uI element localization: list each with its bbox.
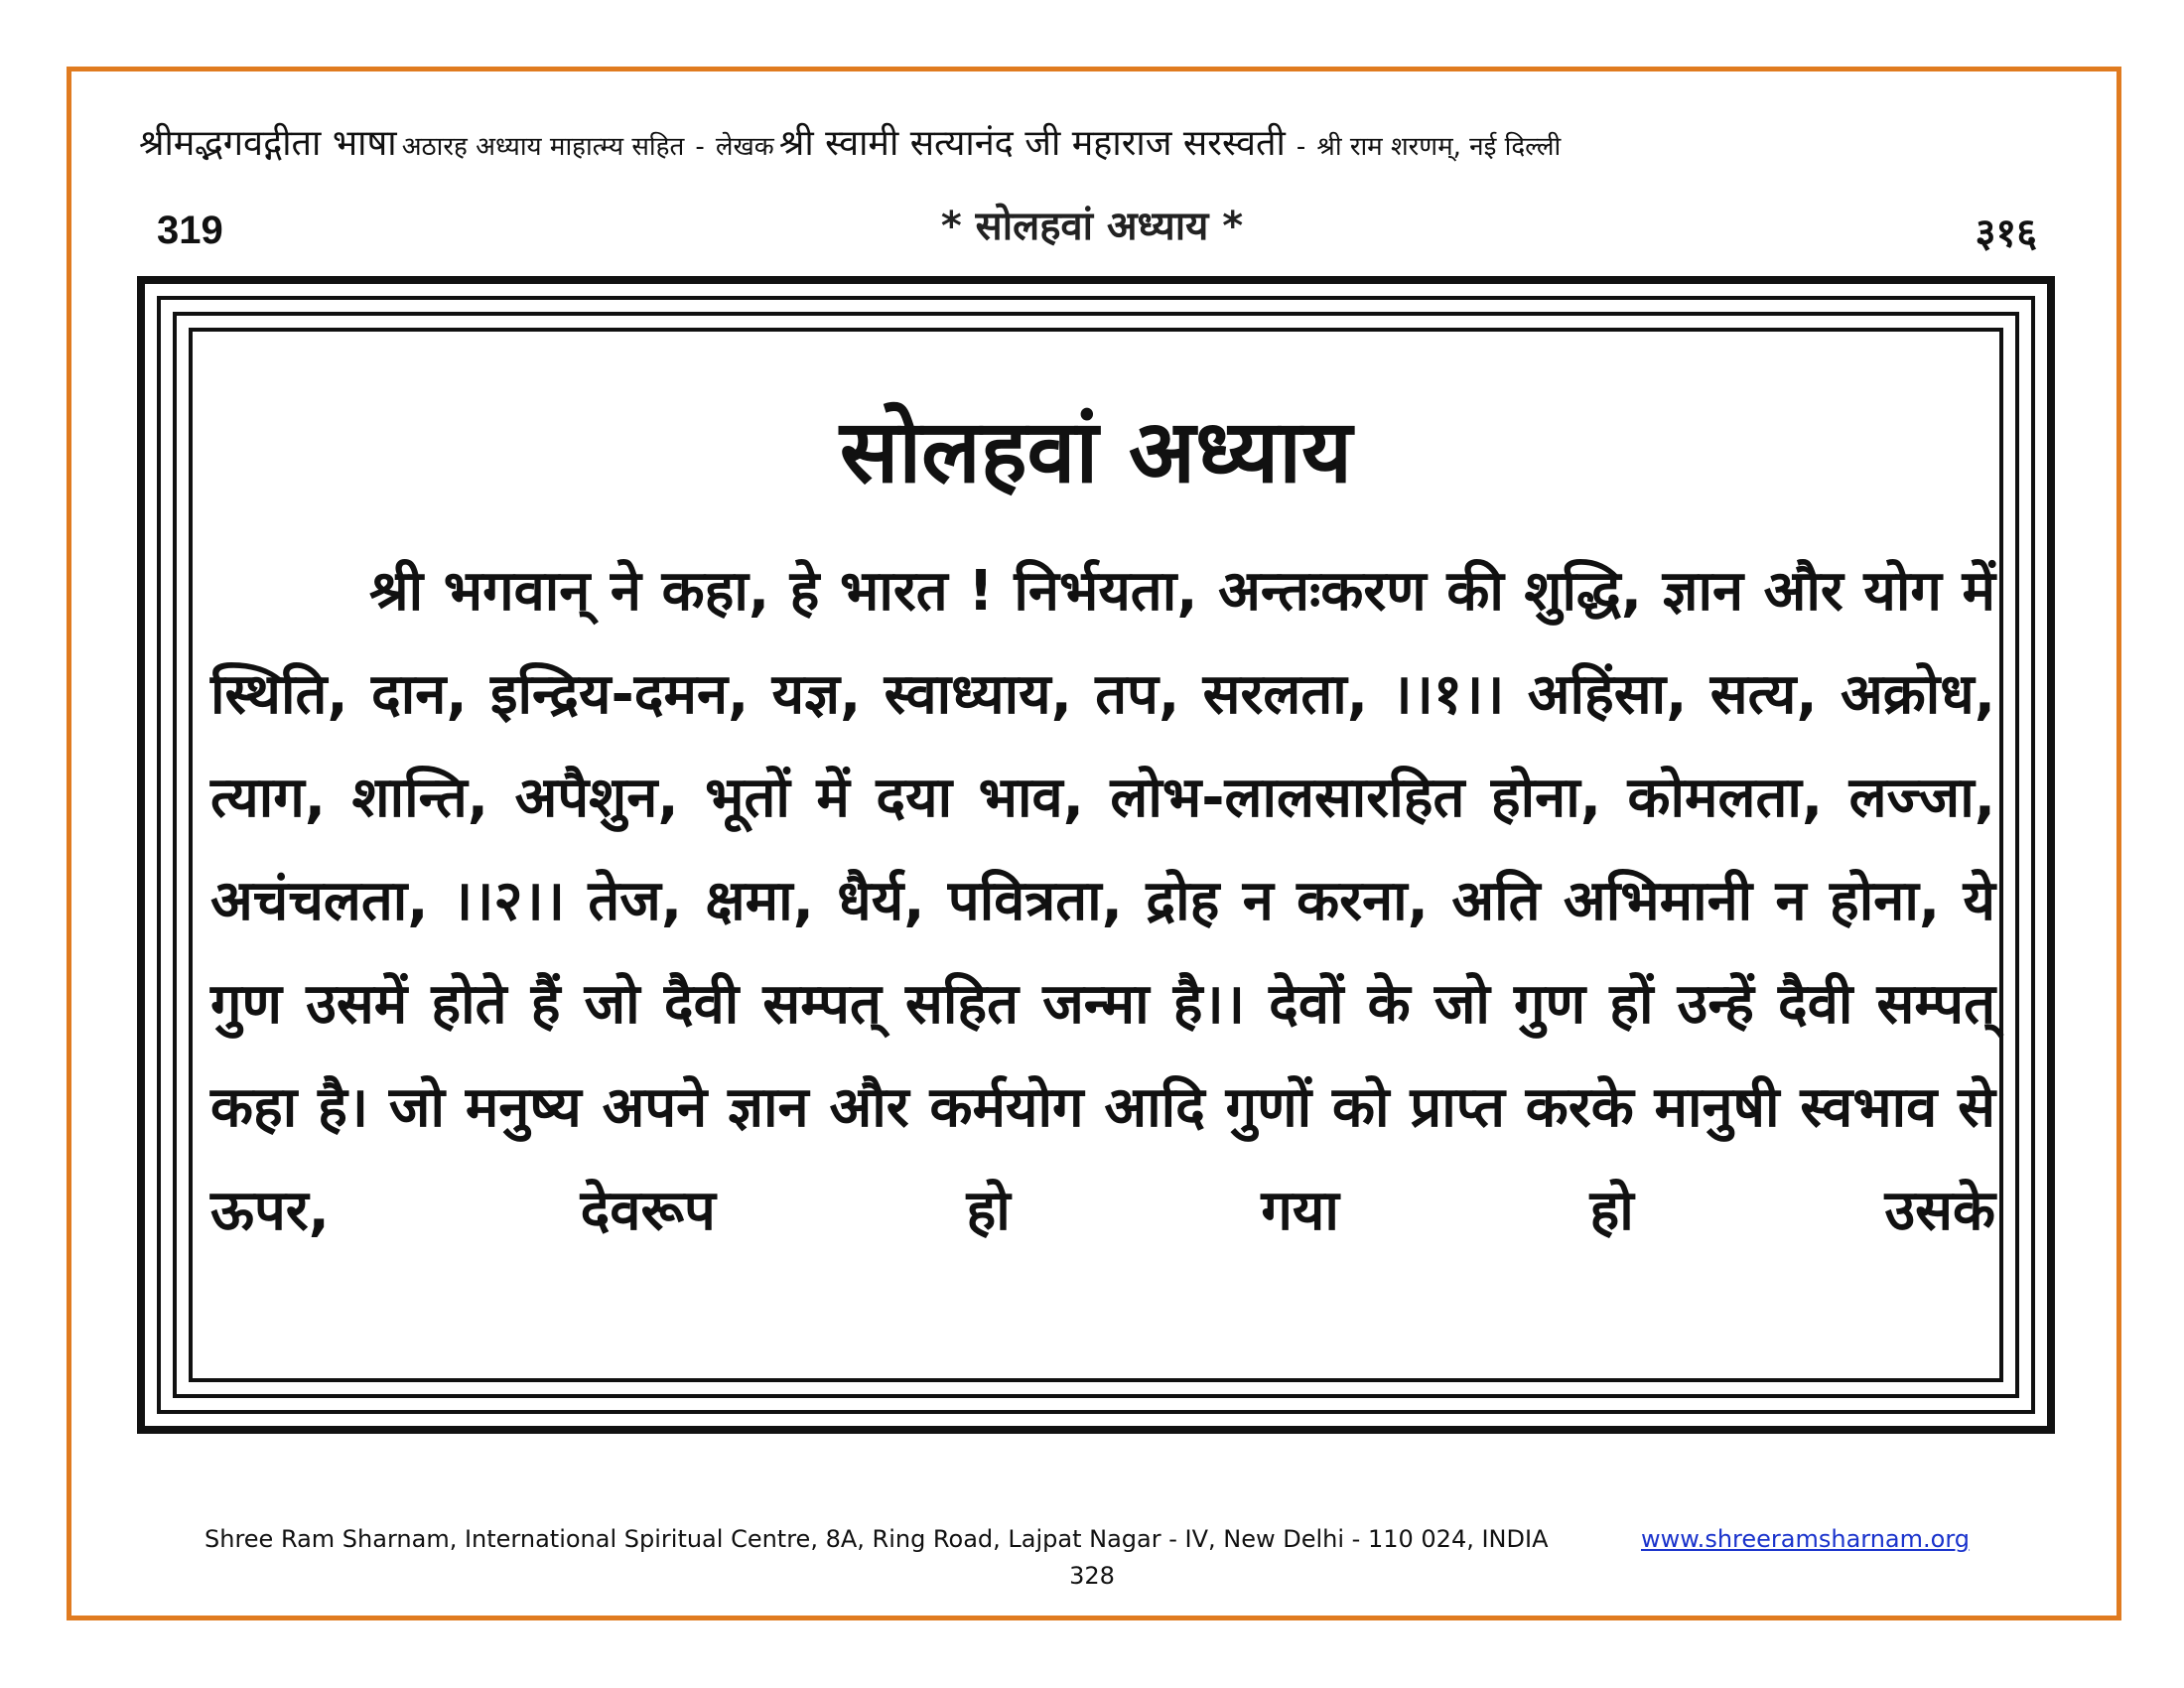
page-number-left: 319 (157, 209, 223, 252)
footer-address: Shree Ram Sharnam, International Spiritual Centre, 8A, Ring Road, Lajpat Nagar - IV, New Delhi - 110 024, INDIA (205, 1525, 1549, 1553)
chapter-running-head: * सोलहवां अध्याय * (940, 204, 1244, 249)
website-link[interactable]: www.shreeramsharnam.org (1641, 1525, 1971, 1553)
verse-text: श्री भगवान् ने कहा, हे भारत ! निर्भयता, अन्तःकरण की शुद्धि, ज्ञान और योग में स्थिति, दान, इन्द्रिय-दमन, यज्ञ, स्वाध्याय, तप, सरलता, ।।१।। अहिंसा, सत्य, अक्रोध, त्याग, शान्ति, अपैशुन, भूतों में दया भाव, लोभ-लालसारहित होना, कोमलता, लज्जा, अचंचलता, ।।२।। तेज, क्षमा, धैर्य, पवित्रता, द्रोह न करना, अति अभिमानी न होना, ये गुण उसमें होते हैं जो दैवी सम्पत् सहित जन्मा है।। देवों के जो गुण हों उन्हें दैवी सम्पत् कहा है। जो मनुष्य अपने ज्ञान और कर्मयोग आदि गुणों को प्राप्त करके मानुषी स्वभाव से ऊपर, देवरूप हो गया हो उसके (210, 559, 1995, 1243)
page-number-right: ३१६ (1975, 211, 2037, 256)
chapter-title: सोलहवां अध्याय (839, 400, 1353, 502)
running-header (139, 117, 2065, 166)
author-name: श्री स्वामी सत्यानंद जी महाराज सरस्वती (778, 123, 1286, 164)
book-title: श्रीमद्भगवद्गीता भाषा (139, 123, 397, 164)
footer-page-number: 328 (1069, 1562, 1115, 1590)
book-subtitle: अठारह अध्याय माहात्म्य सहित (401, 132, 685, 162)
header-separator: - (1296, 132, 1306, 162)
header-separator: - (695, 132, 705, 162)
publisher: श्री राम शरणम्, नई दिल्ली (1316, 132, 1562, 162)
text-box-frame (137, 276, 2055, 1434)
author-prefix: लेखक (715, 132, 774, 162)
